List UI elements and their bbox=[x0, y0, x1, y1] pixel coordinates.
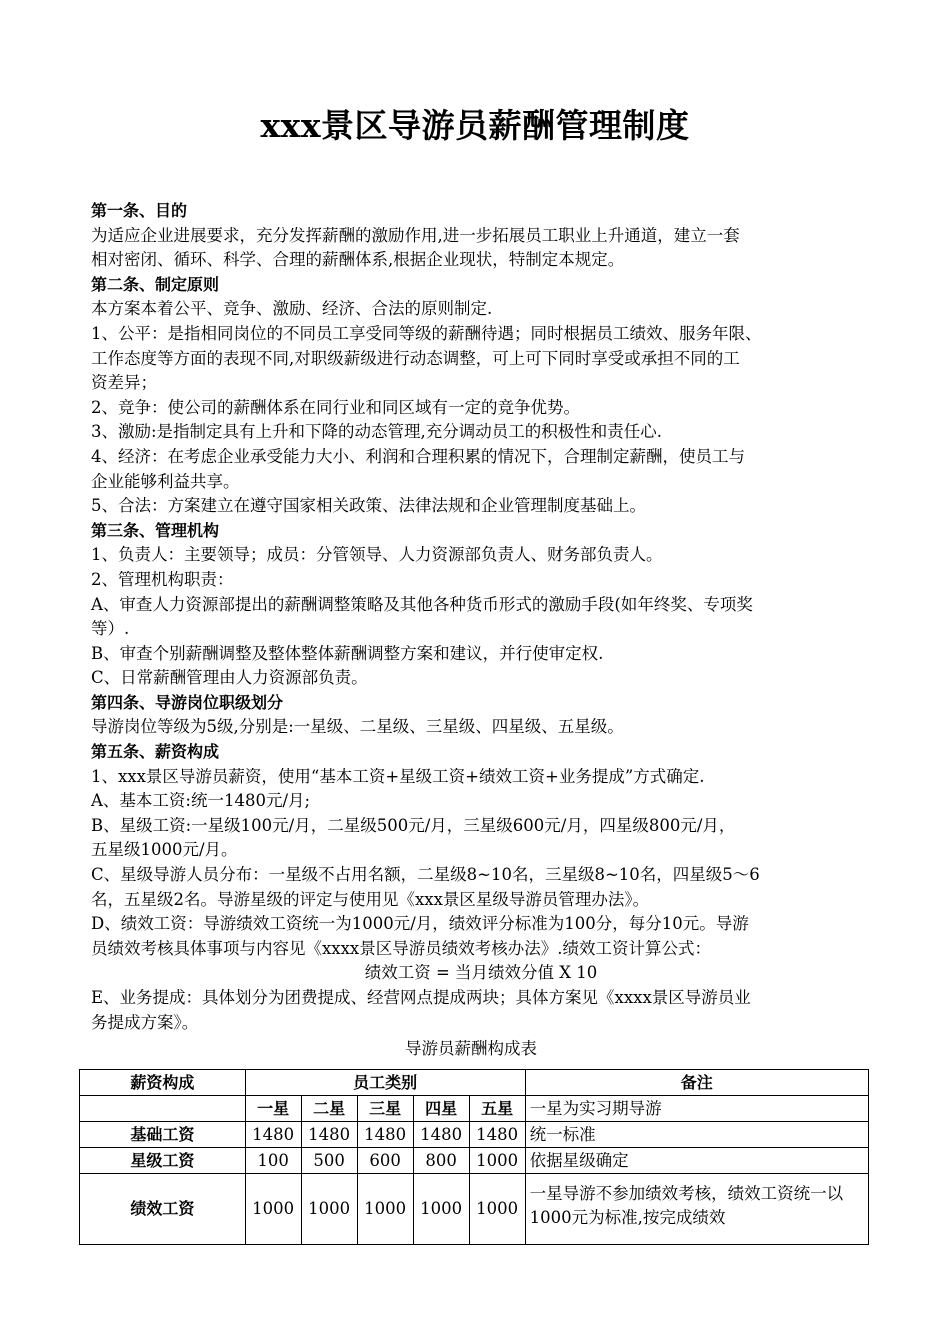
body-text-line: 为适应企业进展要求，充分发挥薪酬的激励作用,进一步拓展员工职业上升通道，建立一套 bbox=[91, 225, 740, 245]
star-value-1: 100 bbox=[245, 1148, 301, 1174]
section-heading: 第五条、薪资构成 bbox=[91, 742, 220, 762]
body-text-line: 企业能够利益共享。 bbox=[91, 471, 240, 491]
perf-value-4: 1000 bbox=[413, 1174, 469, 1245]
base-note: 统一标准 bbox=[525, 1122, 868, 1148]
table-header-row bbox=[80, 1070, 869, 1096]
table-row-base bbox=[80, 1122, 869, 1148]
body-text-line: 本方案本着公平、竞争、激励、经济、合法的原则制定. bbox=[91, 299, 493, 319]
table-star-row bbox=[80, 1096, 869, 1122]
body-text-line: 员绩效考核具体事项与内容见《xxxx景区导游员绩效考核办法》.绩效工资计算公式： bbox=[91, 938, 711, 958]
section-heading: 第二条、制定原则 bbox=[91, 274, 220, 294]
star-level-1: 一星 bbox=[245, 1096, 301, 1122]
perf-value-3: 1000 bbox=[357, 1174, 413, 1245]
body-text-line: A、审查人力资源部提出的薪酬调整策略及其他各种货币形式的激励手段(如年终奖、专项奖 bbox=[91, 594, 753, 614]
star-row-empty-cell bbox=[80, 1096, 246, 1122]
table-row-star bbox=[80, 1148, 869, 1174]
body-text-line: 1、负责人：主要领导；成员：分管领导、人力资源部负责人、财务部负责人。 bbox=[91, 545, 663, 565]
table-row-performance bbox=[80, 1174, 869, 1245]
body-text-line: C、日常薪酬管理由人力资源部负责。 bbox=[91, 668, 368, 688]
star-value-5: 1000 bbox=[469, 1148, 525, 1174]
header-staff-category: 员工类别 bbox=[245, 1070, 525, 1096]
document-body bbox=[91, 199, 871, 1062]
row-label-performance: 绩效工资 bbox=[80, 1174, 246, 1245]
base-value-5: 1480 bbox=[469, 1122, 525, 1148]
body-text-line: 务提成方案》。 bbox=[91, 1012, 199, 1032]
body-text-line: 2、管理机构职责： bbox=[91, 569, 234, 589]
body-text-line: B、星级工资:一星级100元/月，二星级500元/月，三星级600元/月，四星级800元/月， bbox=[91, 815, 736, 835]
star-value-2: 500 bbox=[301, 1148, 357, 1174]
body-text-line: 名，五星级2名。导游星级的评定与使用见《xxx景区星级导游员管理办法》。 bbox=[91, 889, 650, 909]
body-text-line: D、绩效工资：导游绩效工资统一为1000元/月，绩效评分标准为100分，每分10元。导游 bbox=[91, 914, 749, 934]
body-text-line: B、审查个别薪酬调整及整体整体薪酬调整方案和建议，并行使审定权. bbox=[91, 643, 604, 663]
star-value-4: 800 bbox=[413, 1148, 469, 1174]
star-level-3: 三星 bbox=[357, 1096, 413, 1122]
body-text-line: 工作态度等方面的表现不同,对职级薪级进行动态调整，可上可下同时享受或承担不同的工 bbox=[91, 348, 740, 368]
body-text-line: 等）. bbox=[91, 619, 130, 639]
body-text-line: A、基本工资:统一1480元/月; bbox=[91, 791, 311, 811]
body-text-line: 相对密闭、循环、科学、合理的薪酬体系,根据企业现状，特制定本规定。 bbox=[91, 250, 625, 270]
body-text-line: 绩效工资 = 当月绩效分值 X 10 bbox=[364, 963, 598, 983]
section-heading: 第一条、目的 bbox=[91, 201, 188, 220]
star-level-4: 四星 bbox=[413, 1096, 469, 1122]
perf-value-2: 1000 bbox=[301, 1174, 357, 1245]
document-title: xxx景区导游员薪酬管理制度 bbox=[260, 106, 690, 145]
body-text-line: C、星级导游人员分布：一星级不占用名额，二星级8~10名，三星级8~10名，四星级5～6 bbox=[91, 865, 760, 885]
base-value-2: 1480 bbox=[301, 1122, 357, 1148]
perf-value-5: 1000 bbox=[469, 1174, 525, 1245]
body-text-line: 3、激励:是指制定具有上升和下降的动态管理,充分调动员工的积极性和责任心. bbox=[91, 422, 663, 442]
body-text-line: 五星级1000元/月。 bbox=[91, 840, 238, 860]
star-row-note: 依据星级确定 bbox=[525, 1148, 868, 1174]
salary-table bbox=[79, 1069, 869, 1245]
perf-value-1: 1000 bbox=[245, 1174, 301, 1245]
section-heading: 第四条、导游岗位职级划分 bbox=[91, 692, 284, 712]
header-salary-component: 薪资构成 bbox=[80, 1070, 246, 1096]
body-text-line: 2、竞争：使公司的薪酬体系在同行业和同区域有一定的竞争优势。 bbox=[91, 397, 580, 417]
body-text-line: 导游岗位等级为5级,分别是:一星级、二星级、三星级、四星级、五星级。 bbox=[91, 717, 624, 737]
row-label-star: 星级工资 bbox=[80, 1148, 246, 1174]
row-label-base: 基础工资 bbox=[80, 1122, 246, 1148]
star-level-2: 二星 bbox=[301, 1096, 357, 1122]
base-value-1: 1480 bbox=[245, 1122, 301, 1148]
star-note: 一星为实习期导游 bbox=[525, 1096, 868, 1122]
body-text-line: 1、公平：是指相同岗位的不同员工享受同等级的薪酬待遇；同时根据员工绩效、服务年限、 bbox=[91, 323, 762, 343]
star-value-3: 600 bbox=[357, 1148, 413, 1174]
base-value-4: 1480 bbox=[413, 1122, 469, 1148]
section-heading: 第三条、管理机构 bbox=[91, 520, 220, 540]
star-level-5: 五星 bbox=[469, 1096, 525, 1122]
perf-note: 一星导游不参加绩效考核，绩效工资统一以1000元为标准,按完成绩效 bbox=[525, 1174, 868, 1245]
table-caption: 导游员薪酬构成表 bbox=[405, 1039, 537, 1059]
body-text-line: 1、xxx景区导游员薪资，使用“基本工资+星级工资+绩效工资+业务提成”方式确定. bbox=[91, 766, 705, 786]
body-text-line: 资差异； bbox=[91, 373, 157, 393]
body-text-line: E、业务提成：具体划分为团费提成、经营网点提成两块；具体方案见《xxxx景区导游员业 bbox=[91, 988, 751, 1007]
header-remarks: 备注 bbox=[525, 1070, 868, 1096]
body-text-line: 4、经济：在考虑企业承受能力大小、利润和合理积累的情况下，合理制定薪酬，使员工与 bbox=[91, 446, 745, 466]
body-text-line: 5、合法：方案建立在遵守国家相关政策、法律法规和企业管理制度基础上。 bbox=[91, 496, 646, 516]
base-value-3: 1480 bbox=[357, 1122, 413, 1148]
